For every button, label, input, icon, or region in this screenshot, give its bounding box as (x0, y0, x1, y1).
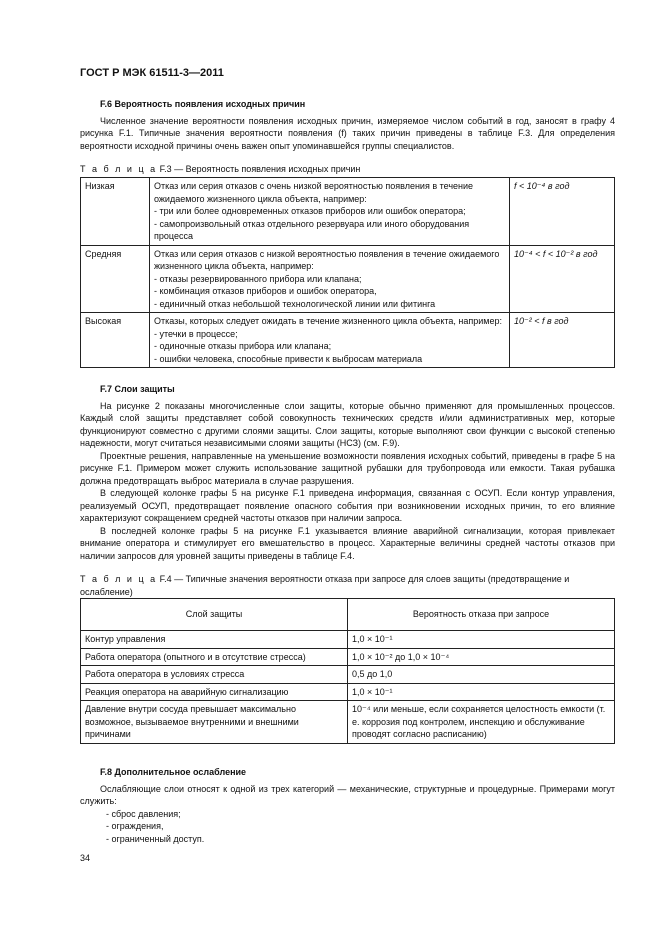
paragraph: Численное значение вероятности появления исходных причин, измеряемое числом событий в год, заносят в графу 4 рисунка F.1. Типичные значения вероятности появления (f) таких причин приведены в таблице F.3. Для определения вероятности исходной причины очень важен опыт упоминавшейся группы специалистов. (80, 115, 615, 151)
level-description (150, 178, 510, 246)
table-caption (80, 573, 615, 598)
frequency-value: f < 10⁻⁴ в год (510, 178, 615, 246)
failure-probability: 1,0 × 10⁻¹ (348, 683, 615, 701)
list-item: - сброс давления; (106, 808, 181, 819)
protection-layer: Работа оператора в условиях стресса (81, 666, 348, 684)
description-line: - утечки в процессе; (154, 328, 238, 339)
table-f3 (80, 177, 615, 368)
description-line: - ошибки человека, способные привести к выбросам материала (154, 353, 423, 364)
caption-prefix: Т а б л и ц а (80, 574, 158, 584)
list-item: - ограниченный доступ. (106, 833, 205, 844)
frequency-value: 10⁻² < f в год (510, 313, 615, 368)
table-row (81, 178, 615, 246)
description-line: - одиночные отказы прибора или клапана; (154, 341, 332, 351)
description-line: Отказ или серия отказов с очень низкой вероятностью появления в течение ожидаемого жизненного цикла объекта, например: (154, 181, 474, 204)
section-title: F.8 Дополнительное ослабление (100, 767, 247, 777)
paragraph: Ослабляющие слои относят к одной из трех категорий — механические, структурные и процедурные. Примерами могут служить: (80, 783, 615, 806)
table-row (81, 683, 615, 701)
table-row (81, 313, 615, 368)
protection-layer: Давление внутри сосуда превышает максимально возможное, вызываемое внутренними и внешними причинами (81, 701, 348, 744)
description-line: - комбинация отказов приборов и ошибок оператора, (154, 286, 377, 296)
list-item: - ограждения, (106, 821, 164, 831)
protection-layer: Контур управления (81, 631, 348, 649)
section-title: F.6 Вероятность появления исходных причин (100, 99, 306, 109)
table-row (81, 666, 615, 684)
table-row (81, 245, 615, 313)
caption-prefix: Т а б л и ц а (80, 164, 158, 174)
probability-level: Высокая (81, 313, 150, 368)
protection-layer: Реакция оператора на аварийную сигнализацию (81, 683, 348, 701)
table-row (81, 701, 615, 744)
column-header: Вероятность отказа при запросе (348, 599, 615, 631)
paragraph: В следующей колонке графы 5 на рисунке F.1 приведена информация, связанная с ОСУП. Если контур управления, реализуемый ОСУП, предотвращает появление опасного события при возникновении исходных причин, то его влияние характеризуют сокращением средней частоты отказов при наличии запроса. (80, 488, 615, 523)
section-f7 (80, 383, 615, 562)
level-description (150, 245, 510, 313)
paragraph: На рисунке 2 показаны многочисленные слои защиты, которые обычно применяют для промышленных процессов. Каждый слой защиты представляет собой совокупность технических средств и/или административных мер, которые функционируют совместно с другими слоями защиты. Слои защиты, которые выполняют свои функции с высокой степенью надежности, могут считаться независимыми слоями защиты (НСЗ) (см. F.9). (80, 400, 615, 448)
failure-probability: 0,5 до 1,0 (348, 666, 615, 684)
protection-layer: Работа оператора (опытного и в отсутствие стресса) (81, 648, 348, 666)
table-f4 (80, 598, 615, 744)
level-description (150, 313, 510, 368)
description-line: - единичный отказ небольшой технологической линии или фитинга (154, 298, 436, 309)
caption-text: F.3 — Вероятность появления исходных причин (159, 164, 361, 174)
failure-probability: 1,0 × 10⁻¹ (348, 631, 615, 649)
page-number: 34 (80, 853, 91, 863)
section-title: F.7 Слои защиты (100, 384, 175, 394)
description-line: - отказы резервированного прибора или клапана; (154, 273, 362, 284)
failure-probability: 10⁻⁴ или меньше, если сохраняется целостность емкости (т. е. коррозия под контролем, инспекцию и обслуживание проводят согласно расписанию) (348, 701, 615, 744)
failure-probability: 1,0 × 10⁻² до 1,0 × 10⁻⁴ (348, 648, 615, 666)
caption-text: F.4 — Типичные значения вероятности отказа при запросе для слоев защиты (предотвращение и ослабление) (80, 574, 570, 597)
description-line: Отказ или серия отказов с низкой вероятностью появления в течение ожидаемого жизненного цикла объекта, например: (154, 248, 500, 271)
page-header: ГОСТ Р МЭК 61511-3—2011 (80, 67, 224, 79)
paragraph: Проектные решения, направленные на уменьшение возможности появления исходных событий, приведены в графе 5 на рисунке F.1. Примером может служить использование защитной рубашки для трубопровода или емкости. Такая рубашка должна предотвращать выброс материала в случае разрушения. (80, 450, 615, 486)
section-f6 (80, 98, 615, 152)
paragraph: В последней колонке графы 5 на рисунке F.1 указывается влияние аварийной сигнализации, которая привлекает внимание оператора и стимулирует его вмешательство в процесс. Характерные величины средней частоты отказов при наличии запросов для уровней защиты приведены в таблице F.4. (80, 525, 615, 561)
frequency-value: 10⁻⁴ < f < 10⁻² в год (510, 245, 615, 313)
section-f8 (80, 766, 615, 845)
description-line: - три или более одновременных отказов приборов или ошибок оператора; (154, 206, 466, 216)
description-line: Отказы, которых следует ожидать в течение жизненного цикла объекта, например: (154, 316, 502, 326)
column-header: Слой защиты (81, 599, 348, 631)
probability-level: Средняя (81, 245, 150, 313)
table-caption (80, 163, 615, 176)
probability-level: Низкая (81, 178, 150, 246)
table-row (81, 648, 615, 666)
table-row (81, 631, 615, 649)
description-line: - самопроизвольный отказ отдельного резервуара или иного оборудования процесса (154, 218, 470, 241)
